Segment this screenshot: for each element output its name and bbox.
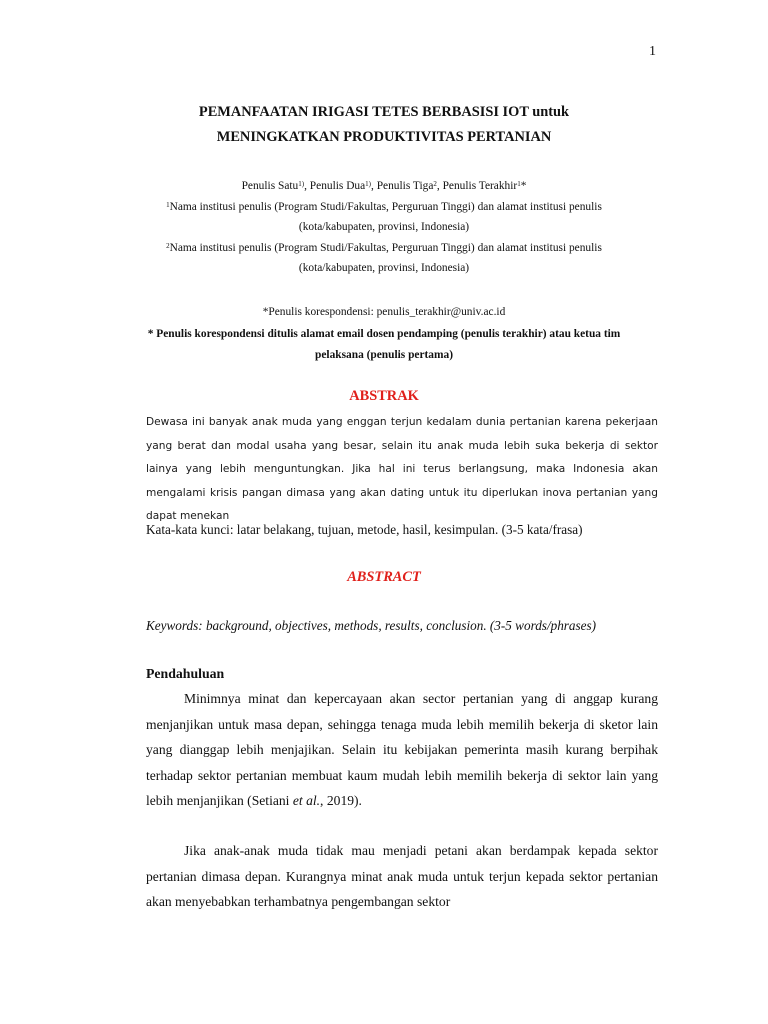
author-block — [100, 176, 668, 279]
abstrak-body: Dewasa ini banyak anak muda yang enggan terjun kedalam dunia pertanian karena pekerjaan yang berat dan modal usaha yang besar, selain itu anak muda lebih suka bekerja di sektor lainya yang lebih menguntungkan. Jika hal ini terus berlangsung, maka Indonesia akan mengalami krisis pangan dimasa yang akan dating untuk itu diperlukan inova pertanian yang dapat menekan — [146, 416, 658, 522]
author-4-mark: * — [520, 180, 527, 192]
paper-title — [100, 100, 668, 150]
paragraph-2 — [146, 838, 658, 915]
author-2: Penulis Dua — [309, 180, 366, 192]
author-2-sup: 1) — [365, 180, 372, 188]
author-1: Penulis Satu — [241, 180, 299, 192]
paragraph-1-text: Minimnya minat dan kepercayaan akan sector pertanian yang di anggap kurang menjanjikan untuk masa depan, sehingga tenaga muda lebih memilih bekerja di sketor lain yang dianggap lebih menjajikan. Selain itu kebijakan pemerinta masih kurang berpihak terhadap sektor pertanian membuat kaum mudah lebih memilih bekerja di sektor lain yang lebih menjanjikan (Setiani — [146, 691, 658, 808]
paragraph-1-citation-end: , 2019). — [320, 793, 362, 808]
author-list — [100, 176, 668, 197]
author-separator: , — [304, 180, 310, 192]
keywords: Keywords: background, objectives, methods, results, conclusion. (3-5 words/phrases) — [146, 618, 597, 633]
author-1-sup: 1) — [298, 180, 305, 188]
affiliation-1-line-2: (kota/kabupaten, provinsi, Indonesia) — [298, 221, 470, 233]
affiliation-2-line-1: Nama institusi penulis (Program Studi/Fakultas, Perguruan Tinggi) dan alamat institusi penulis — [169, 241, 602, 254]
affiliation-1 — [100, 197, 668, 238]
kata-kunci: Kata-kata kunci: latar belakang, tujuan, metode, hasil, kesimpulan. (3-5 kata/frasa) — [146, 522, 583, 537]
abstrak-heading: ABSTRAK — [349, 388, 419, 404]
affiliation-1-sup: 1 — [166, 200, 170, 209]
page-number: 1 — [649, 44, 656, 59]
paragraph-1-citation-italic: et al. — [292, 793, 321, 808]
correspondence-note: * Penulis korespondensi ditulis alamat email dosen pendamping (penulis terakhir) atau ketua tim pelaksana (penulis pertama) — [147, 328, 621, 361]
affiliation-2 — [100, 238, 668, 279]
author-3-sup: 2 — [433, 180, 437, 188]
author-4-sup: 1 — [517, 180, 521, 188]
affiliation-1-line-1: Nama institusi penulis (Program Studi/Fakultas, Perguruan Tinggi) dan alamat institusi penulis — [169, 200, 602, 213]
abstract-heading: ABSTRACT — [347, 569, 421, 585]
affiliation-2-line-2: (kota/kabupaten, provinsi, Indonesia) — [298, 262, 470, 274]
author-separator: , — [436, 180, 443, 192]
author-3: Penulis Tiga — [376, 180, 434, 192]
paragraph-1 — [146, 686, 658, 814]
title-line-1: PEMANFAATAN IRIGASI TETES BERBASISI IOT untuk — [198, 104, 570, 120]
paragraph-2-text: Jika anak-anak muda tidak mau menjadi petani akan berdampak kepada sektor pertanian dimasa depan. Kurangnya minat anak muda untuk terjun kepada sektor pertanian akan menyebabkan terhambatnya pengembangan sektor — [146, 843, 658, 909]
title-line-2: MENINGKATKAN PRODUKTIVITAS PERTANIAN — [216, 129, 552, 145]
section-heading-pendahuluan: Pendahuluan — [146, 666, 225, 681]
author-4: Penulis Terakhir — [442, 180, 518, 192]
author-separator: , — [371, 180, 377, 192]
correspondence-email: *Penulis korespondensi: penulis_terakhir@univ.ac.id — [262, 306, 506, 318]
affiliation-2-sup: 2 — [166, 241, 170, 250]
